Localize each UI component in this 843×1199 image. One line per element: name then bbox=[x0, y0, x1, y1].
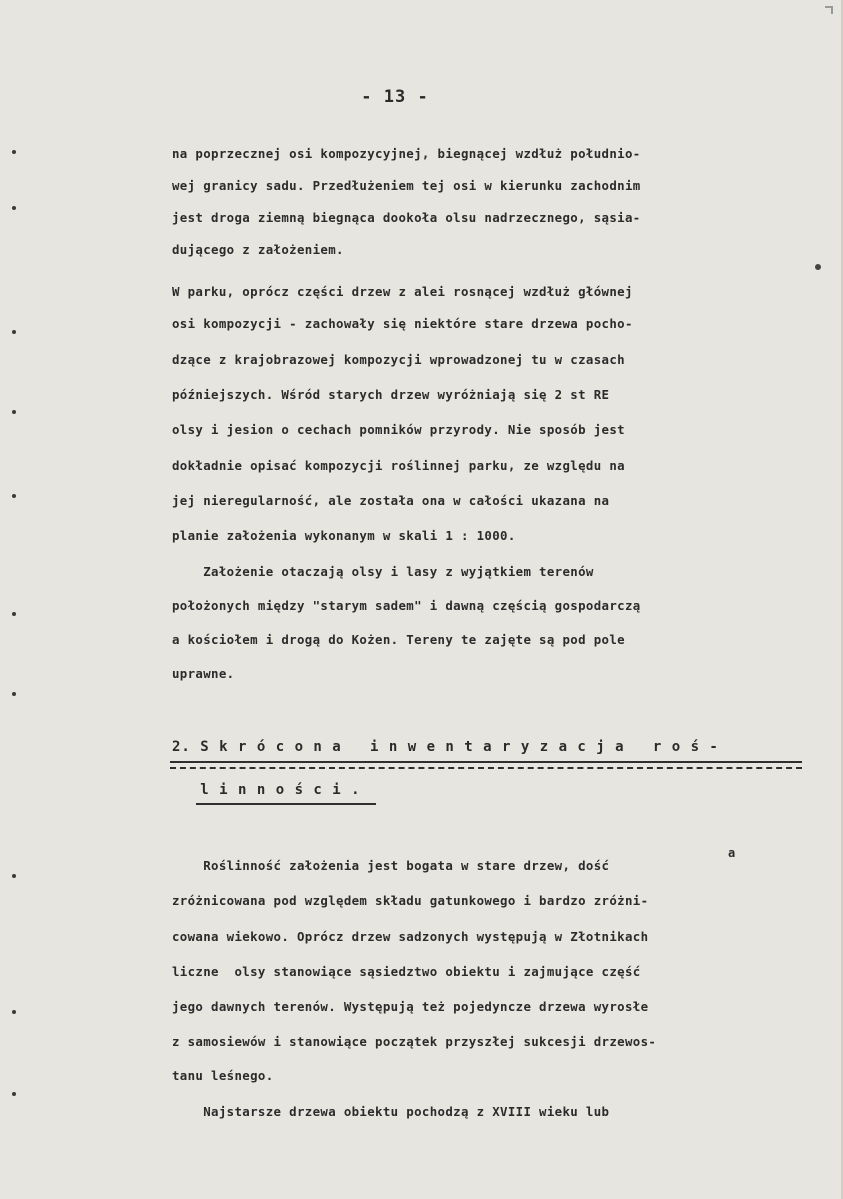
margin-dot bbox=[12, 1010, 16, 1014]
text-line: liczne olsy stanowiące sąsiedztwo obiektu i zajmujące część bbox=[172, 964, 641, 979]
heading-underline bbox=[170, 761, 802, 763]
text-line: dokładnie opisać kompozycji roślinnej parku, ze względu na bbox=[172, 458, 625, 473]
text-line: jest droga ziemną biegnąca dookoła olsu nadrzecznego, sąsia- bbox=[172, 210, 641, 225]
page-corner-mark bbox=[825, 6, 833, 14]
text-line: Roślinność założenia jest bogata w stare drzew, dość bbox=[172, 858, 610, 873]
text-line: dzące z krajobrazowej kompozycji wprowadzonej tu w czasach bbox=[172, 352, 625, 367]
margin-dot bbox=[12, 494, 16, 498]
page-number: - 13 - bbox=[361, 87, 429, 107]
handwritten-correction: a bbox=[728, 846, 736, 860]
margin-dot bbox=[12, 692, 16, 696]
heading-underline bbox=[170, 767, 802, 769]
text-line: olsy i jesion o cechach pomników przyrody. Nie sposób jest bbox=[172, 422, 625, 437]
text-line: wej granicy sadu. Przedłużeniem tej osi w kierunku zachodnim bbox=[172, 178, 641, 193]
text-line: jego dawnych terenów. Występują też pojedyncze drzewa wyrosłe bbox=[172, 999, 649, 1014]
margin-dot bbox=[12, 206, 16, 210]
text-line: zróżnicowana pod względem składu gatunkowego i bardzo zróżni- bbox=[172, 893, 649, 908]
margin-dot bbox=[12, 612, 16, 616]
margin-dot bbox=[12, 330, 16, 334]
margin-dot bbox=[12, 874, 16, 878]
text-line: położonych między "starym sadem" i dawną częścią gospodarczą bbox=[172, 598, 641, 613]
section-heading-line1: 2. S k r ó c o n a i n w e n t a r y z a c j a r o ś - bbox=[172, 739, 719, 755]
text-line: Najstarsze drzewa obiektu pochodzą z XVIII wieku lub bbox=[172, 1104, 610, 1119]
text-line: z samosiewów i stanowiące początek przyszłej sukcesji drzewos- bbox=[172, 1034, 657, 1049]
margin-dot bbox=[12, 410, 16, 414]
text-line: tanu leśnego. bbox=[172, 1068, 274, 1083]
text-line: późniejszych. Wśród starych drzew wyróżniają się 2 st RE bbox=[172, 387, 610, 402]
text-line: uprawne. bbox=[172, 666, 235, 681]
heading-underline bbox=[196, 803, 376, 805]
section-heading-line2: l i n n o ś c i . bbox=[172, 782, 361, 798]
text-line: a kościołem i drogą do Kożen. Tereny te zajęte są pod pole bbox=[172, 632, 625, 647]
text-line: Założenie otaczają olsy i lasy z wyjątkiem terenów bbox=[172, 564, 594, 579]
text-line: na poprzecznej osi kompozycyjnej, biegnącej wzdłuż południo- bbox=[172, 146, 641, 161]
margin-dot bbox=[12, 150, 16, 154]
text-line: dującego z założeniem. bbox=[172, 242, 344, 257]
margin-dot-right bbox=[815, 264, 821, 270]
text-line: osi kompozycji - zachowały się niektóre stare drzewa pocho- bbox=[172, 316, 633, 331]
text-line: jej nieregularność, ale została ona w całości ukazana na bbox=[172, 493, 610, 508]
text-line: cowana wiekowo. Oprócz drzew sadzonych występują w Złotnikach bbox=[172, 929, 649, 944]
margin-dot bbox=[12, 1092, 16, 1096]
text-line: planie założenia wykonanym w skali 1 : 1000. bbox=[172, 528, 516, 543]
text-line: W parku, oprócz części drzew z alei rosnącej wzdłuż głównej bbox=[172, 284, 633, 299]
